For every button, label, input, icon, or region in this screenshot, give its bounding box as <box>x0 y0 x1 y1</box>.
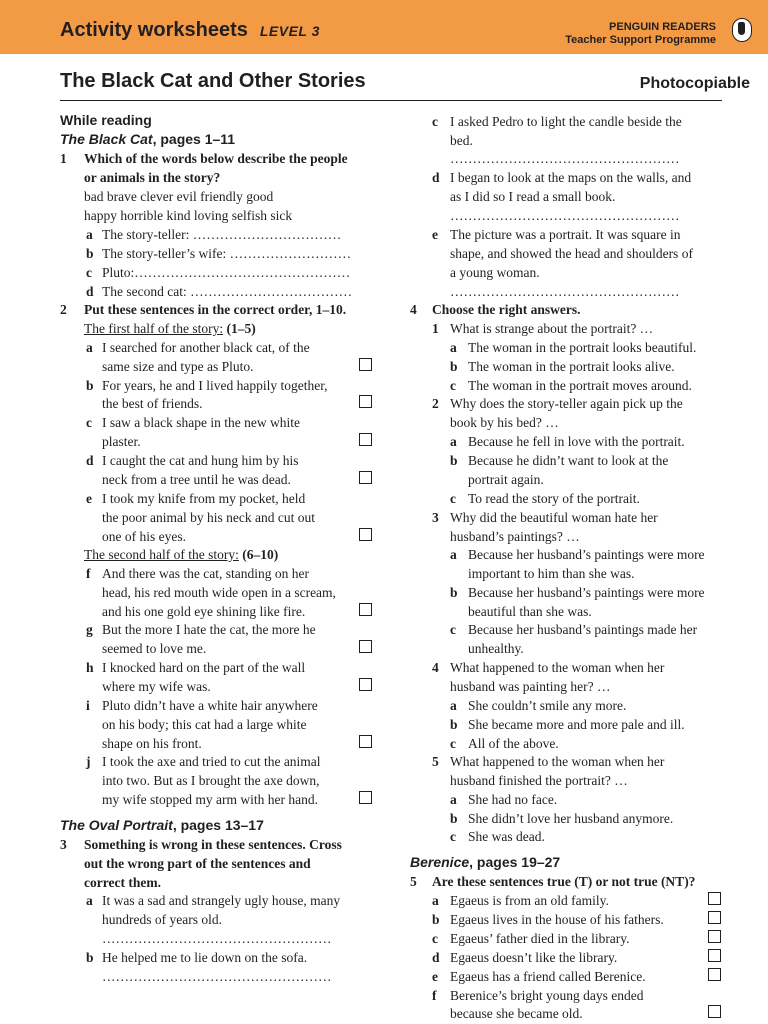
text-line: same size and type as Pluto. <box>102 359 254 374</box>
text-line: Egaeus doesn’t like the library. <box>450 950 618 965</box>
text-line: on his body; this cat had a large white <box>102 717 307 732</box>
item-marker: b <box>432 912 440 927</box>
text-line: Berenice’s bright young days ended <box>450 988 644 1003</box>
text-line: important to him than she was. <box>468 566 635 581</box>
text-line: beautiful than she was. <box>468 604 592 619</box>
text-line: where my wife was. <box>102 679 211 694</box>
text-line: Something is wrong in these sentences. Cross <box>84 837 342 852</box>
text-line: happy horrible kind loving selfish sick <box>84 208 293 223</box>
text-line: correct them. <box>84 875 161 890</box>
item-marker: b <box>450 359 458 374</box>
item-marker: d <box>86 284 94 299</box>
text-line: I asked Pedro to light the candle beside the <box>450 114 682 129</box>
text-line: husband was painting her? … <box>450 679 611 694</box>
text-line: I began to look at the maps on the walls, and <box>450 170 692 185</box>
text-line: I saw a black shape in the new white <box>102 415 300 430</box>
text-line: Egaeus lives in the house of his fathers. <box>450 912 664 927</box>
text-line: because she became old. <box>450 1006 583 1021</box>
section-name: The Black Cat <box>60 131 153 147</box>
text-line: Are these sentences true (T) or not true (NT)? <box>432 874 696 889</box>
item-marker: b <box>450 811 458 826</box>
tf-box-a[interactable] <box>708 892 721 905</box>
item-marker: c <box>450 829 456 844</box>
text-line: Because he didn’t want to look at the <box>468 453 669 468</box>
item-marker: a <box>432 893 439 908</box>
item-marker: f <box>86 566 91 581</box>
worksheet-title <box>60 19 320 42</box>
order-box-g[interactable] <box>359 640 372 653</box>
item-marker: 1 <box>432 321 439 336</box>
text-line: Egaeus’ father died in the library. <box>450 931 630 946</box>
text-line: into two. But as I brought the axe down, <box>102 773 320 788</box>
half-label: The second half of the story: <box>84 547 239 562</box>
text-line: I searched for another black cat, of the <box>102 340 310 355</box>
item-marker: c <box>86 265 92 280</box>
tf-box-b[interactable] <box>708 911 721 924</box>
text-line: Because her husband’s paintings were more <box>468 585 705 600</box>
text-line: as I did so I read a small book. <box>450 189 616 204</box>
text-line: …………………………………………… <box>102 931 332 946</box>
item-marker: d <box>86 453 94 468</box>
order-box-c[interactable] <box>359 433 372 446</box>
text-line: She had no face. <box>468 792 558 807</box>
text-line: hundreds of years old. <box>102 912 222 927</box>
item-marker: 1 <box>60 151 67 166</box>
text-line: She became more and more pale and ill. <box>468 717 685 732</box>
tf-box-f[interactable] <box>708 1005 721 1018</box>
text-line: head, his red mouth wide open in a scream, <box>102 585 336 600</box>
item-marker: i <box>86 698 90 713</box>
text-line: The woman in the portrait moves around. <box>468 378 692 393</box>
text-line: The woman in the portrait looks beautiful. <box>468 340 697 355</box>
item-marker: 2 <box>60 302 67 317</box>
order-box-b[interactable] <box>359 395 372 408</box>
section-heading-oval-portrait <box>60 817 264 834</box>
order-box-d[interactable] <box>359 471 372 484</box>
text-line: The story-teller’s wife: ……………………… <box>102 246 352 261</box>
text-line: or animals in the story? <box>84 170 221 185</box>
text-line: I took the axe and tried to cut the animal <box>102 754 321 769</box>
text-line: For years, he and I lived happily together, <box>102 378 328 393</box>
item-marker: 5 <box>432 754 439 769</box>
item-marker: a <box>450 547 457 562</box>
book-title: The Black Cat and Other Stories <box>60 70 366 92</box>
item-marker: b <box>86 950 94 965</box>
text-line: Pluto didn’t have a white hair anywhere <box>102 698 318 713</box>
tf-box-c[interactable] <box>708 930 721 943</box>
text-line: …………………………………………… <box>450 151 680 166</box>
section-pages: , pages 19–27 <box>469 854 561 870</box>
text-line: But the more I hate the cat, the more he <box>102 622 316 637</box>
order-box-e[interactable] <box>359 528 372 541</box>
item-marker: c <box>86 415 92 430</box>
text-line: portrait again. <box>468 472 544 487</box>
text-line: Because her husband’s paintings made her <box>468 622 698 637</box>
brand-line-2: Teacher Support Programme <box>565 34 716 46</box>
text-line: What happened to the woman when her <box>450 660 665 675</box>
text-line: I caught the cat and hung him by his <box>102 453 299 468</box>
item-marker: a <box>450 434 457 449</box>
item-marker: j <box>86 754 91 769</box>
text-line: All of the above. <box>468 736 559 751</box>
order-box-h[interactable] <box>359 678 372 691</box>
item-marker: 4 <box>410 302 417 317</box>
tf-box-e[interactable] <box>708 968 721 981</box>
item-marker: 3 <box>432 510 439 525</box>
half-range: (1–5) <box>226 321 256 336</box>
text-line: I took my knife from my pocket, held <box>102 491 306 506</box>
text-line: …………………………………………… <box>450 284 680 299</box>
text-line: The second cat: ……………………………… <box>102 284 353 299</box>
section-heading-berenice <box>410 854 560 871</box>
section-pages: , pages 1–11 <box>152 131 236 147</box>
text-line: Pluto:………………………………………… <box>102 265 351 280</box>
item-marker: b <box>450 585 458 600</box>
page-header <box>0 0 768 54</box>
item-marker: c <box>450 736 456 751</box>
item-marker: c <box>450 378 456 393</box>
item-marker: e <box>86 491 92 506</box>
item-marker: a <box>450 792 457 807</box>
text-line: To read the story of the portrait. <box>468 491 640 506</box>
item-marker: a <box>86 227 93 242</box>
brand-line-1: PENGUIN READERS <box>609 21 716 33</box>
item-marker: e <box>432 969 438 984</box>
item-marker: b <box>450 453 458 468</box>
brand-block <box>565 21 716 47</box>
second-half-label <box>84 546 278 563</box>
item-marker: d <box>432 170 440 185</box>
text-line: shape, and showed the head and shoulders of <box>450 246 693 261</box>
text-line: Why does the story-teller again pick up the <box>450 396 683 411</box>
text-line: What is strange about the portrait? … <box>450 321 654 336</box>
worksheet-title-text: Activity worksheets <box>60 19 248 41</box>
half-range: (6–10) <box>242 547 279 562</box>
tf-box-d[interactable] <box>708 949 721 962</box>
text-line: …………………………………………… <box>102 969 332 984</box>
text-line: plaster. <box>102 434 141 449</box>
text-line: Egaeus is from an old family. <box>450 893 609 908</box>
text-line: Why did the beautiful woman hate her <box>450 510 658 525</box>
item-marker: a <box>450 698 457 713</box>
text-line: my wife stopped my arm with her hand. <box>102 792 318 807</box>
text-line: neck from a tree until he was dead. <box>102 472 291 487</box>
text-line: I knocked hard on the part of the wall <box>102 660 306 675</box>
text-line: unhealthy. <box>468 641 524 656</box>
text-line: Egaeus has a friend called Berenice. <box>450 969 646 984</box>
order-box-i[interactable] <box>359 735 372 748</box>
item-marker: c <box>450 491 456 506</box>
text-line: husband finished the portrait? … <box>450 773 628 788</box>
text-line: seemed to love me. <box>102 641 207 656</box>
item-marker: 3 <box>60 837 67 852</box>
text-line: husband’s paintings? … <box>450 529 580 544</box>
section-heading-black-cat <box>60 131 235 148</box>
item-marker: 4 <box>432 660 439 675</box>
text-line: the best of friends. <box>102 396 203 411</box>
text-line: Put these sentences in the correct order, 1–10. <box>84 302 347 317</box>
text-line: What happened to the woman when her <box>450 754 665 769</box>
item-marker: b <box>86 246 94 261</box>
text-line: out the wrong part of the sentences and <box>84 856 311 871</box>
item-marker: c <box>432 114 438 129</box>
first-half-label <box>84 320 256 337</box>
item-marker: 5 <box>410 874 417 889</box>
item-marker: c <box>432 931 438 946</box>
text-line: book by his bed? … <box>450 415 559 430</box>
section-pages: , pages 13–17 <box>172 817 264 833</box>
item-marker: h <box>86 660 94 675</box>
text-line: Which of the words below describe the people <box>84 151 348 166</box>
item-marker: a <box>86 893 93 908</box>
item-marker: 2 <box>432 396 439 411</box>
item-marker: a <box>450 340 457 355</box>
text-line: bad brave clever evil friendly good <box>84 189 274 204</box>
text-line: The picture was a portrait. It was square in <box>450 227 681 242</box>
text-line: Because he fell in love with the portrait. <box>468 434 685 449</box>
text-line: She was dead. <box>468 829 545 844</box>
item-marker: e <box>432 227 438 242</box>
text-line: and his one gold eye shining like fire. <box>102 604 306 619</box>
text-line: The story-teller: …………………………… <box>102 227 342 242</box>
text-line: one of his eyes. <box>102 529 186 544</box>
text-line: She didn’t love her husband anymore. <box>468 811 674 826</box>
item-marker: f <box>432 988 437 1003</box>
item-marker: b <box>86 378 94 393</box>
item-marker: a <box>86 340 93 355</box>
text-line: She couldn’t smile any more. <box>468 698 627 713</box>
item-marker: g <box>86 622 93 637</box>
text-line: shape on his front. <box>102 736 202 751</box>
text-line: the poor animal by his neck and cut out <box>102 510 315 525</box>
section-name: Berenice <box>410 854 470 870</box>
text-line: It was a sad and strangely ugly house, many <box>102 893 341 908</box>
level-label: LEVEL 3 <box>259 23 320 39</box>
section-heading: While reading <box>60 112 152 128</box>
photocopiable-label: Photocopiable <box>639 75 750 92</box>
text-line: Because her husband’s paintings were more <box>468 547 705 562</box>
text-line: And there was the cat, standing on her <box>102 566 309 581</box>
text-line: The woman in the portrait looks alive. <box>468 359 675 374</box>
half-label: The first half of the story: <box>84 321 224 336</box>
item-marker: b <box>450 717 458 732</box>
title-rule <box>60 100 722 101</box>
text-line: He helped me to lie down on the sofa. <box>102 950 308 965</box>
item-marker: d <box>432 950 440 965</box>
order-box-a[interactable] <box>359 358 372 371</box>
item-marker: c <box>450 622 456 637</box>
text-line: a young woman. <box>450 265 540 280</box>
order-box-j[interactable] <box>359 791 372 804</box>
text-line: …………………………………………… <box>450 208 680 223</box>
order-box-f[interactable] <box>359 603 372 616</box>
section-name: The Oval Portrait <box>60 817 173 833</box>
text-line: Choose the right answers. <box>432 302 581 317</box>
text-line: bed. <box>450 133 473 148</box>
penguin-logo-icon <box>732 18 752 42</box>
